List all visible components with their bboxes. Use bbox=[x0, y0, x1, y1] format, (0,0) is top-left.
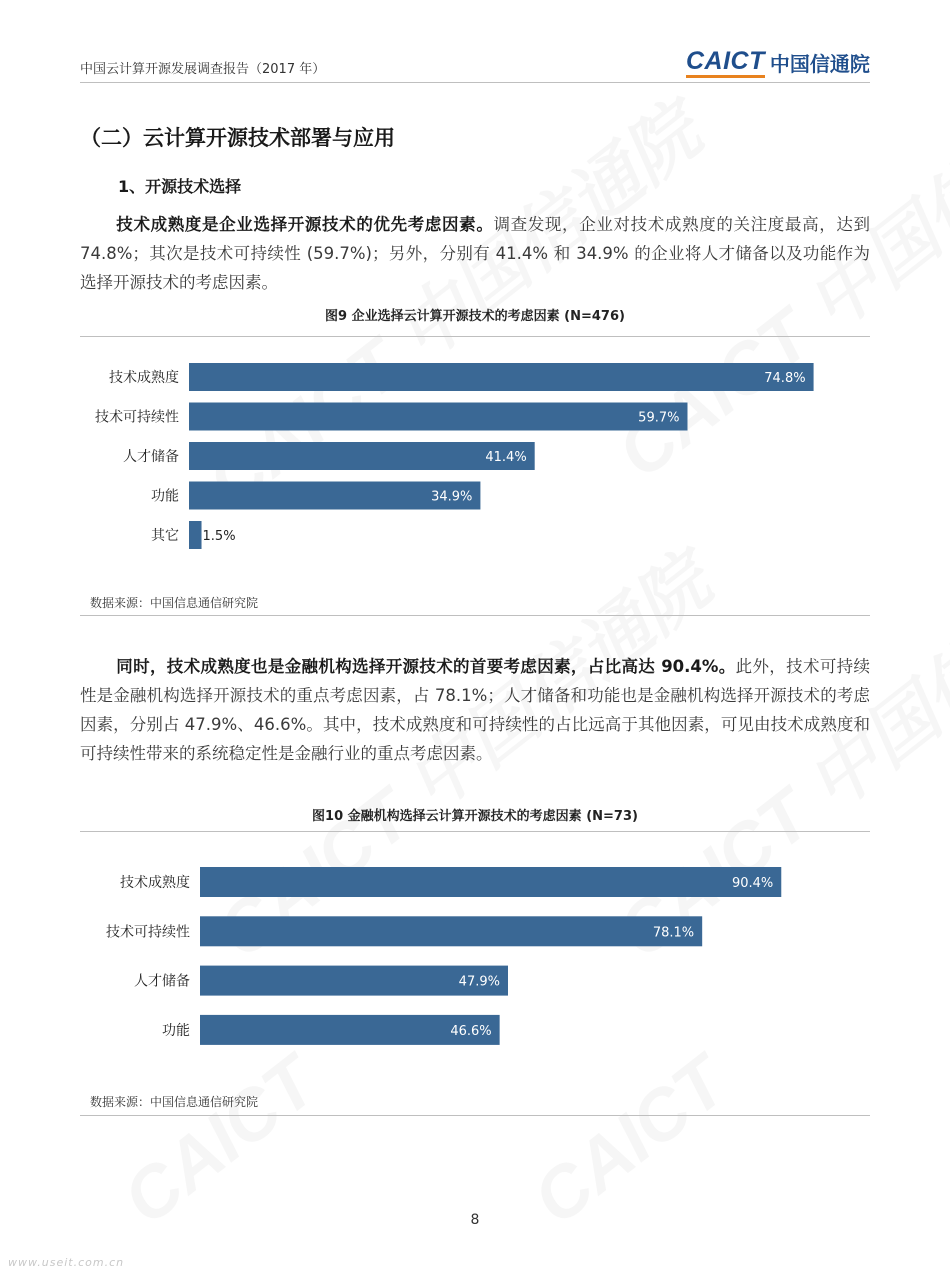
category-label: 技术成熟度 bbox=[109, 370, 179, 386]
header-divider bbox=[80, 82, 870, 83]
paragraph-enterprise bbox=[80, 210, 870, 297]
bar bbox=[200, 867, 781, 897]
value-label: 90.4% bbox=[731, 876, 774, 891]
bar bbox=[189, 363, 814, 391]
value-label: 46.6% bbox=[450, 1023, 492, 1039]
bar-chart-enterprise bbox=[80, 350, 870, 560]
data-source: 数据来源：中国信息通信研究院 bbox=[90, 596, 259, 610]
value-label: 34.9% bbox=[431, 489, 473, 505]
bar bbox=[189, 403, 687, 431]
category-label: 人才储备 bbox=[134, 973, 190, 990]
bar bbox=[200, 916, 702, 946]
paragraph-financial bbox=[80, 652, 870, 768]
page-number: 8 bbox=[470, 1212, 480, 1228]
value-label: 47.9% bbox=[458, 974, 500, 990]
category-label: 技术成熟度 bbox=[120, 875, 190, 891]
section-title: （二）云计算开源技术部署与应用 bbox=[80, 126, 395, 150]
category-label: 功能 bbox=[162, 1022, 190, 1039]
value-label: 74.8% bbox=[764, 371, 806, 386]
category-label: 功能 bbox=[151, 488, 179, 505]
bar bbox=[189, 442, 535, 470]
category-label: 其它 bbox=[151, 528, 179, 544]
report-header-title: 中国云计算开源发展调查报告（2017 年） bbox=[80, 62, 326, 77]
figure-title: 图10 金融机构选择云计算开源技术的考虑因素 (N=73) bbox=[312, 809, 638, 824]
figure-bottom-rule bbox=[80, 615, 870, 616]
value-label: 41.4% bbox=[485, 450, 527, 465]
value-label: 1.5% bbox=[202, 529, 236, 544]
value-label: 59.7% bbox=[638, 410, 680, 426]
category-label: 技术可持续性 bbox=[106, 924, 190, 941]
caict-logo bbox=[686, 48, 870, 78]
site-watermark: www.useit.com.cn bbox=[8, 1256, 125, 1269]
paragraph-body: 调查发现，企业对技术成熟度的关注度最高，达到 74.8%；其次是技术可持续性 (59.7%)；另外，分别有 41.4% 和 34.9% 的企业将人才储备以及功能作为选择开源技术的考虑因素。 bbox=[80, 215, 871, 292]
figure-title: 图9 企业选择云计算开源技术的考虑因素 (N=476) bbox=[325, 309, 625, 324]
logo-chinese-text: 中国信通院 bbox=[769, 52, 870, 76]
figure-top-rule bbox=[80, 336, 870, 337]
bar-chart-financial bbox=[80, 855, 870, 1060]
bar bbox=[189, 521, 202, 549]
figure-bottom-rule bbox=[80, 1115, 870, 1116]
value-label: 78.1% bbox=[652, 925, 695, 941]
data-source: 数据来源：中国信息通信研究院 bbox=[90, 1095, 259, 1109]
logo-latin-text: CAICT bbox=[686, 48, 765, 78]
paragraph-lead: 技术成熟度是企业选择开源技术的优先考虑因素。 bbox=[116, 215, 494, 234]
chart-canvas bbox=[80, 855, 870, 1060]
chart-canvas bbox=[80, 350, 870, 560]
category-label: 技术可持续性 bbox=[95, 409, 179, 426]
paragraph-lead: 同时，技术成熟度也是金融机构选择开源技术的首要考虑因素，占比高达 90.4%。 bbox=[116, 657, 736, 676]
category-label: 人才储备 bbox=[123, 449, 179, 465]
paragraph-body: 此外，技术可持续性是金融机构选择开源技术的重点考虑因素，占 78.1%；人才储备和功能也是金融机构选择开源技术的考虑因素，分别占 47.9%、46.6%。其中，技术成熟度和可持续性的占比远高于其他因素，可见由技术成熟度和可持续性带来的系统稳定性是金融行业的重点考虑因素。 bbox=[80, 657, 870, 763]
figure-top-rule bbox=[80, 831, 870, 832]
subsection-title: 1、开源技术选择 bbox=[118, 177, 242, 196]
